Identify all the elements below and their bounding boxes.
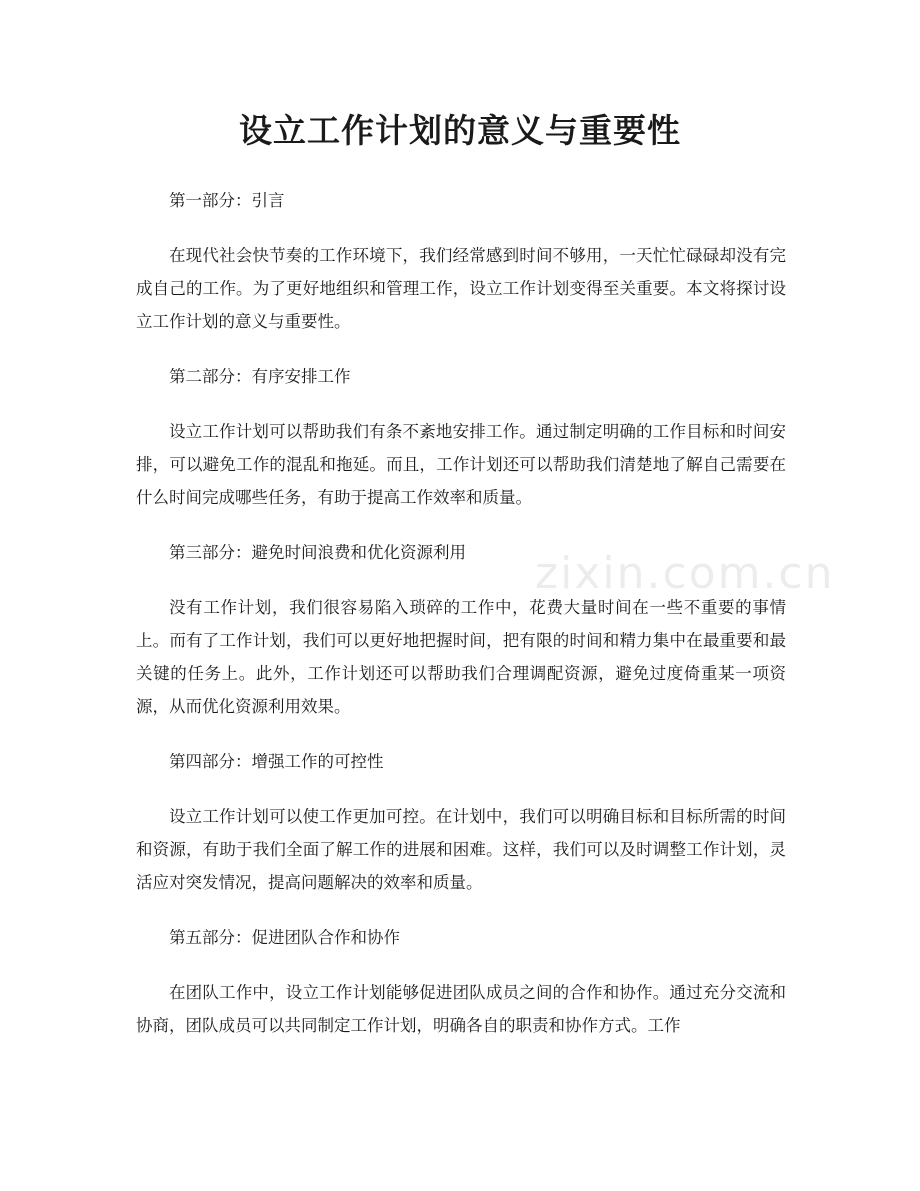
section-heading-3: 第三部分：避免时间浪费和优化资源利用 (169, 543, 466, 562)
section-heading-4: 第四部分：增强工作的可控性 (169, 752, 384, 771)
section-heading-1: 第一部分：引言 (169, 191, 285, 210)
section-heading-2: 第二部分：有序安排工作 (169, 367, 351, 386)
section-paragraph-2: 设立工作计划可以帮助我们有条不紊地安排工作。通过制定明确的工作目标和时间安排，可以避免工作的混乱和拖延。而且，工作计划还可以帮助我们清楚地了解自己需要在什么时间完成哪些任务，有助于提高工作效率和质量。 (136, 422, 786, 507)
section-paragraph-3: 没有工作计划，我们很容易陷入琐碎的工作中，花费大量时间在一些不重要的事情上。而有了工作计划，我们可以更好地把握时间，把有限的时间和精力集中在最重要和最关键的任务上。此外，工作计划还可以帮助我们合理调配资源，避免过度倚重某一项资源，从而优化资源利用效果。 (136, 598, 786, 716)
section-paragraph-5: 在团队工作中，设立工作计划能够促进团队成员之间的合作和协作。通过充分交流和协商，团队成员可以共同制定工作计划，明确各自的职责和协作方式。工作 (136, 983, 786, 1035)
document-body (136, 184, 786, 1064)
document-title: 设立工作计划的意义与重要性 (239, 111, 681, 150)
section-paragraph-1: 在现代社会快节奏的工作环境下，我们经常感到时间不够用，一天忙忙碌碌却没有完成自己的工作。为了更好地组织和管理工作，设立工作计划变得至关重要。本文将探讨设立工作计划的意义与重要性。 (136, 246, 786, 331)
section-heading-5: 第五部分：促进团队合作和协作 (169, 928, 400, 947)
section-paragraph-4: 设立工作计划可以使工作更加可控。在计划中，我们可以明确目标和目标所需的时间和资源，有助于我们全面了解工作的进展和困难。这样，我们可以及时调整工作计划，灵活应对突发情况，提高问题解决的效率和质量。 (136, 807, 786, 892)
watermark-text: zixin.com.cn (535, 548, 835, 599)
